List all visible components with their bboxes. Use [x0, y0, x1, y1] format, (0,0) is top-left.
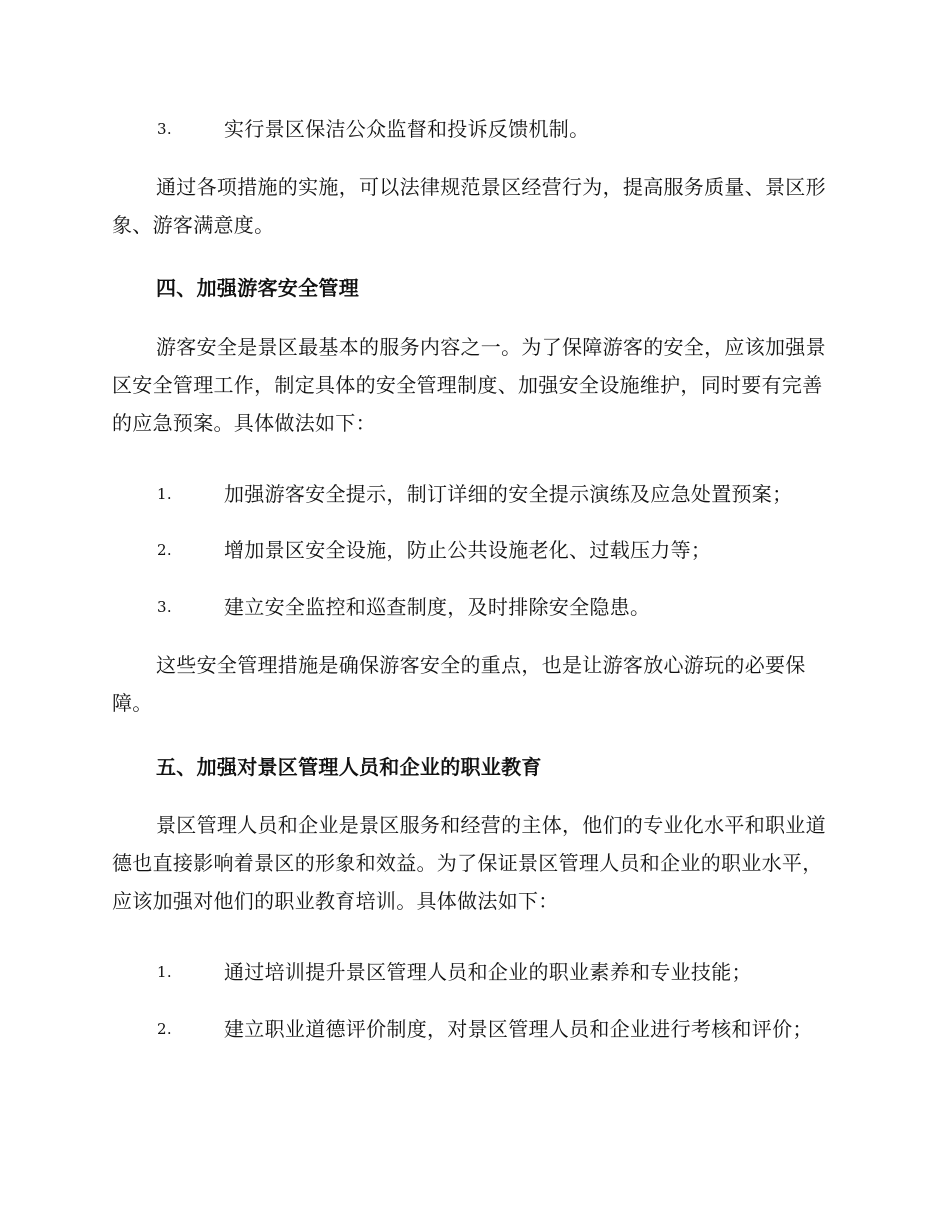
paragraph: 通过各项措施的实施，可以法律规范景区经营行为，提高服务质量、景区形象、游客满意度。 — [112, 175, 826, 237]
list-text: 加强游客安全提示，制订详细的安全提示演练及应急处置预案； — [224, 482, 793, 506]
list-number: 2. — [157, 1020, 172, 1038]
list-number: 1. — [157, 963, 172, 981]
paragraph: 景区管理人员和企业是景区服务和经营的主体，他们的专业化水平和职业道德也直接影响着景区的形象和效益。为了保证景区管理人员和企业的职业水平，应该加强对他们的职业教育培训。具体做法如下： — [112, 813, 826, 913]
list-item — [112, 1010, 832, 1048]
list-text: 增加景区安全设施，防止公共设施老化、过载压力等； — [224, 538, 712, 562]
list-number: 3. — [157, 120, 172, 138]
list-number: 1. — [157, 485, 172, 503]
list-item — [112, 588, 832, 626]
list-item — [112, 110, 832, 148]
list-item — [112, 953, 832, 991]
list-number: 2. — [157, 541, 172, 559]
list-text: 建立安全监控和巡查制度，及时排除安全隐患。 — [224, 595, 651, 619]
list-text: 实行景区保洁公众监督和投诉反馈机制。 — [224, 117, 590, 141]
list-item — [112, 475, 832, 513]
paragraph: 这些安全管理措施是确保游客安全的重点，也是让游客放心游玩的必要保障。 — [112, 653, 806, 715]
paragraph: 游客安全是景区最基本的服务内容之一。为了保障游客的安全，应该加强景区安全管理工作，制定具体的安全管理制度、加强安全设施维护，同时要有完善的应急预案。具体做法如下： — [112, 335, 826, 435]
section-heading: 四、加强游客安全管理 — [156, 276, 359, 300]
list-item — [112, 531, 832, 569]
list-text: 建立职业道德评价制度，对景区管理人员和企业进行考核和评价； — [224, 1017, 813, 1041]
section-heading: 五、加强对景区管理人员和企业的职业教育 — [156, 755, 542, 779]
list-text: 通过培训提升景区管理人员和企业的职业素养和专业技能； — [224, 960, 752, 984]
list-number: 3. — [157, 598, 172, 616]
